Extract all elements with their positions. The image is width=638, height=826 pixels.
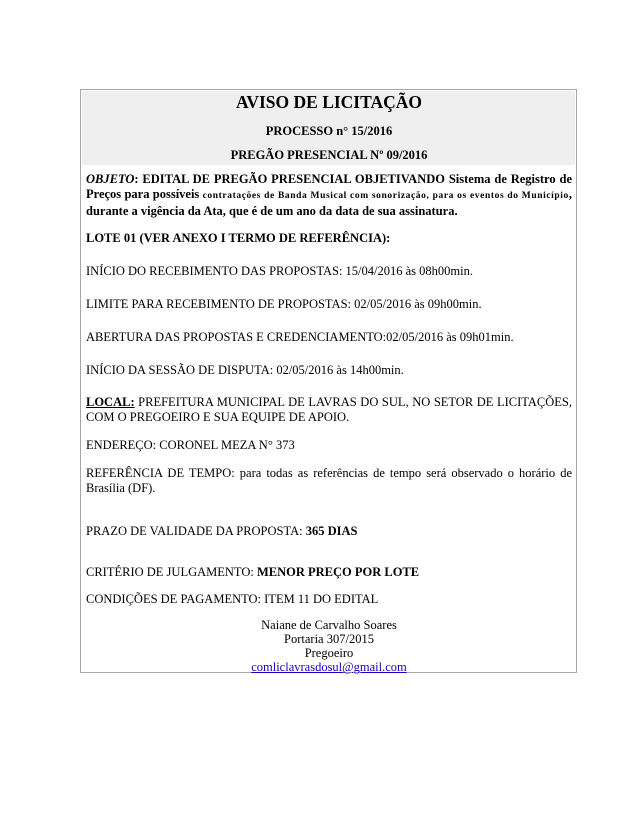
payment-conditions: CONDIÇÕES DE PAGAMENTO: ITEM 11 DO EDITAL (86, 592, 379, 606)
time-reference: REFERÊNCIA DE TEMPO: para todas as referências de tempo será observado o horário de Brasília (DF). (86, 466, 572, 495)
object-label: OBJETO (86, 172, 135, 186)
session-start: INÍCIO DA SESSÃO DE DISPUTA: 02/05/2016 às 14h00min. (86, 363, 404, 377)
validity-label: PRAZO DE VALIDADE DA PROPOSTA: (86, 524, 306, 538)
validity-value: 365 DIAS (305, 524, 358, 538)
local-text: PREFEITURA MUNICIPAL DE LAVRAS DO SUL, NO SETOR DE LICITAÇÕES, COM O PREGOEIRO E SUA EQUIPE DE APOIO. (86, 395, 572, 424)
start-receipt: INÍCIO DO RECEBIMENTO DAS PROPOSTAS: 15/04/2016 às 08h00min. (86, 264, 473, 278)
criterion-paragraph (86, 565, 572, 580)
object-colon: : (134, 172, 139, 186)
local-label: LOCAL: (86, 395, 135, 409)
criterion-value: MENOR PREÇO POR LOTE (256, 565, 420, 579)
signature-name: Naiane de Carvalho Soares (261, 618, 397, 632)
opening-date: ABERTURA DAS PROPOSTAS E CREDENCIAMENTO:02/05/2016 às 09h01min. (86, 330, 514, 344)
signature-role: Pregoeiro (304, 646, 354, 660)
address: ENDEREÇO: CORONEL MEZA N° 373 (86, 438, 295, 452)
criterion-label: CRITÉRIO DE JULGAMENTO: (86, 565, 257, 579)
auction-number: PREGÃO PRESENCIAL Nº 09/2016 (230, 148, 428, 162)
object-text-small: contratações de Banda Musical com sonorização, para os eventos do Município (202, 191, 569, 201)
object-text-1: EDITAL DE PREGÃO PRESENCIAL OBJETIVANDO Sistema de Registro de Preços para possíveis (86, 172, 572, 201)
lot-heading: LOTE 01 (VER ANEXO I TERMO DE REFERÊNCIA): (86, 231, 391, 245)
signature-email-row (86, 660, 572, 674)
process-number: PROCESSO n° 15/2016 (265, 124, 393, 138)
validity-paragraph (86, 524, 572, 539)
notice-box (80, 89, 577, 673)
object-paragraph (86, 172, 572, 219)
local-paragraph (86, 395, 572, 425)
notice-title: AVISO DE LICITAÇÃO (235, 92, 423, 112)
object-text-2: , durante a vigência da Ata, que é de um ano da data de sua assinatura. (86, 187, 572, 218)
signature-ordinance: Portaria 307/2015 (284, 632, 374, 646)
limit-receipt: LIMITE PARA RECEBIMENTO DE PROPOSTAS: 02/05/2016 às 09h00min. (86, 297, 482, 311)
email-link[interactable]: comliclavrasdosul@gmail.com (251, 660, 407, 674)
